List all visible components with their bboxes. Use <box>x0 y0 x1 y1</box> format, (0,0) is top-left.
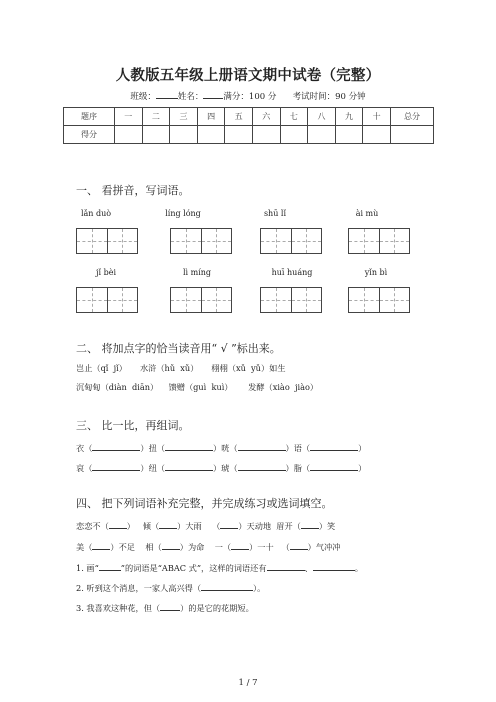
answer-blank[interactable] <box>160 602 180 611</box>
writing-grid[interactable] <box>260 228 322 254</box>
score-cell[interactable] <box>170 126 198 144</box>
score-cell[interactable] <box>115 126 143 144</box>
answer-blank[interactable] <box>313 562 355 571</box>
score-row-label: 得分 <box>64 126 115 144</box>
header-cell: 题序 <box>64 108 115 126</box>
pinyin-label: ài mù <box>355 209 379 218</box>
answer-blank[interactable] <box>238 462 286 471</box>
writing-grid[interactable] <box>76 228 138 254</box>
question-line: 2. 听到这个消息，一家人高兴得（ ）。 <box>76 583 266 593</box>
answer-blank[interactable] <box>290 541 308 550</box>
pinyin-label: jǐ bèi <box>96 268 116 277</box>
name-blank <box>203 90 223 99</box>
header-cell: 十 <box>363 108 391 126</box>
answer-blank[interactable] <box>165 442 213 451</box>
name-label: 姓名： <box>177 92 204 102</box>
answer-blank[interactable] <box>92 462 140 471</box>
pronunciation-line: 岂止（qǐ jǐ） 水浒（hǔ xǔ） 栩栩（xǔ yǔ）如生 <box>76 363 286 373</box>
header-cell: 五 <box>225 108 253 126</box>
answer-blank[interactable] <box>201 582 253 591</box>
answer-blank[interactable] <box>92 541 110 550</box>
score-cell[interactable] <box>280 126 308 144</box>
pinyin-label: huī huáng <box>271 268 313 277</box>
page-number: 1 / 7 <box>238 678 258 688</box>
answer-blank[interactable] <box>310 462 358 471</box>
page-title: 人教版五年级上册语文期中试卷（完整） <box>115 68 381 84</box>
compare-line: 衣（ ）扭（ ）咣（ ）语（ ） <box>76 443 367 453</box>
score-table <box>63 107 434 144</box>
idiom-line: 恋恋不（ ） 倾（ ）大雨 （ ）天动地 眉开（ ）笑 <box>76 521 336 531</box>
header-cell: 一 <box>115 108 143 126</box>
answer-blank[interactable] <box>220 520 238 529</box>
section-3-heading: 三、 比一比，再组词。 <box>76 419 190 432</box>
score-cell[interactable] <box>142 126 170 144</box>
writing-grid[interactable] <box>76 287 138 313</box>
answer-blank[interactable] <box>109 520 127 529</box>
answer-blank[interactable] <box>267 562 305 571</box>
pinyin-label: lǎn duò <box>80 209 112 218</box>
underline-mark <box>99 562 121 571</box>
answer-blank[interactable] <box>231 541 249 550</box>
writing-grid[interactable] <box>348 228 410 254</box>
pinyin-label: shū lǐ <box>263 209 287 218</box>
score-cell[interactable] <box>197 126 225 144</box>
writing-grid[interactable] <box>260 287 322 313</box>
header-cell: 二 <box>142 108 170 126</box>
answer-blank[interactable] <box>310 442 358 451</box>
score-cell[interactable] <box>335 126 363 144</box>
writing-grid[interactable] <box>170 287 232 313</box>
writing-grid[interactable] <box>170 228 232 254</box>
idiom-line: 美（ ）不足 相（ ）为命 一（ ）一十 （ ）气冲冲 <box>76 542 341 552</box>
score-cell[interactable] <box>391 126 434 144</box>
header-cell: 九 <box>335 108 363 126</box>
answer-blank[interactable] <box>159 520 177 529</box>
score-header-row <box>64 108 434 126</box>
answer-blank[interactable] <box>92 442 140 451</box>
header-cell: 三 <box>170 108 198 126</box>
writing-grid[interactable] <box>348 287 410 313</box>
pinyin-label: líng lóng <box>165 209 201 218</box>
score-row <box>64 126 434 144</box>
score-cell[interactable] <box>308 126 336 144</box>
header-cell: 七 <box>280 108 308 126</box>
section-1-heading: 一、 看拼音，写词语。 <box>76 184 190 197</box>
section-2-heading: 二、 将加点字的恰当读音用“ √ ”标出来。 <box>76 342 281 355</box>
answer-blank[interactable] <box>162 541 180 550</box>
question-line: 1. 画“ ”的词语是“ABAC 式”，这样的词语还有 、 。 <box>76 563 363 573</box>
exam-info <box>0 90 496 102</box>
score-cell[interactable] <box>363 126 391 144</box>
pinyin-label: yǐn bì <box>364 268 388 277</box>
class-blank <box>156 90 178 99</box>
header-cell: 六 <box>252 108 280 126</box>
exam-time: 考试时间：90 分钟 <box>292 92 366 102</box>
class-label: 班级： <box>130 92 156 102</box>
answer-blank[interactable] <box>301 520 319 529</box>
header-cell: 四 <box>197 108 225 126</box>
pinyin-label: lì míng <box>182 268 212 277</box>
score-cell[interactable] <box>225 126 253 144</box>
question-line: 3. 我喜欢这种花，但（ ）的是它的花期短。 <box>76 603 254 613</box>
answer-blank[interactable] <box>238 442 286 451</box>
section-4-heading: 四、 把下列词语补充完整，并完成练习或选词填空。 <box>76 497 333 510</box>
full-score: 满分：100 分 <box>223 92 277 102</box>
compare-line: 哀（ ）纽（ ）琥（ ）脂（ ） <box>76 463 367 473</box>
header-cell: 总分 <box>391 108 434 126</box>
score-cell[interactable] <box>252 126 280 144</box>
header-cell: 八 <box>308 108 336 126</box>
answer-blank[interactable] <box>165 462 213 471</box>
pronunciation-line: 沉甸甸（diàn diān） 馈赠（guì kuì） 发酵（xiào jiào） <box>76 382 319 392</box>
